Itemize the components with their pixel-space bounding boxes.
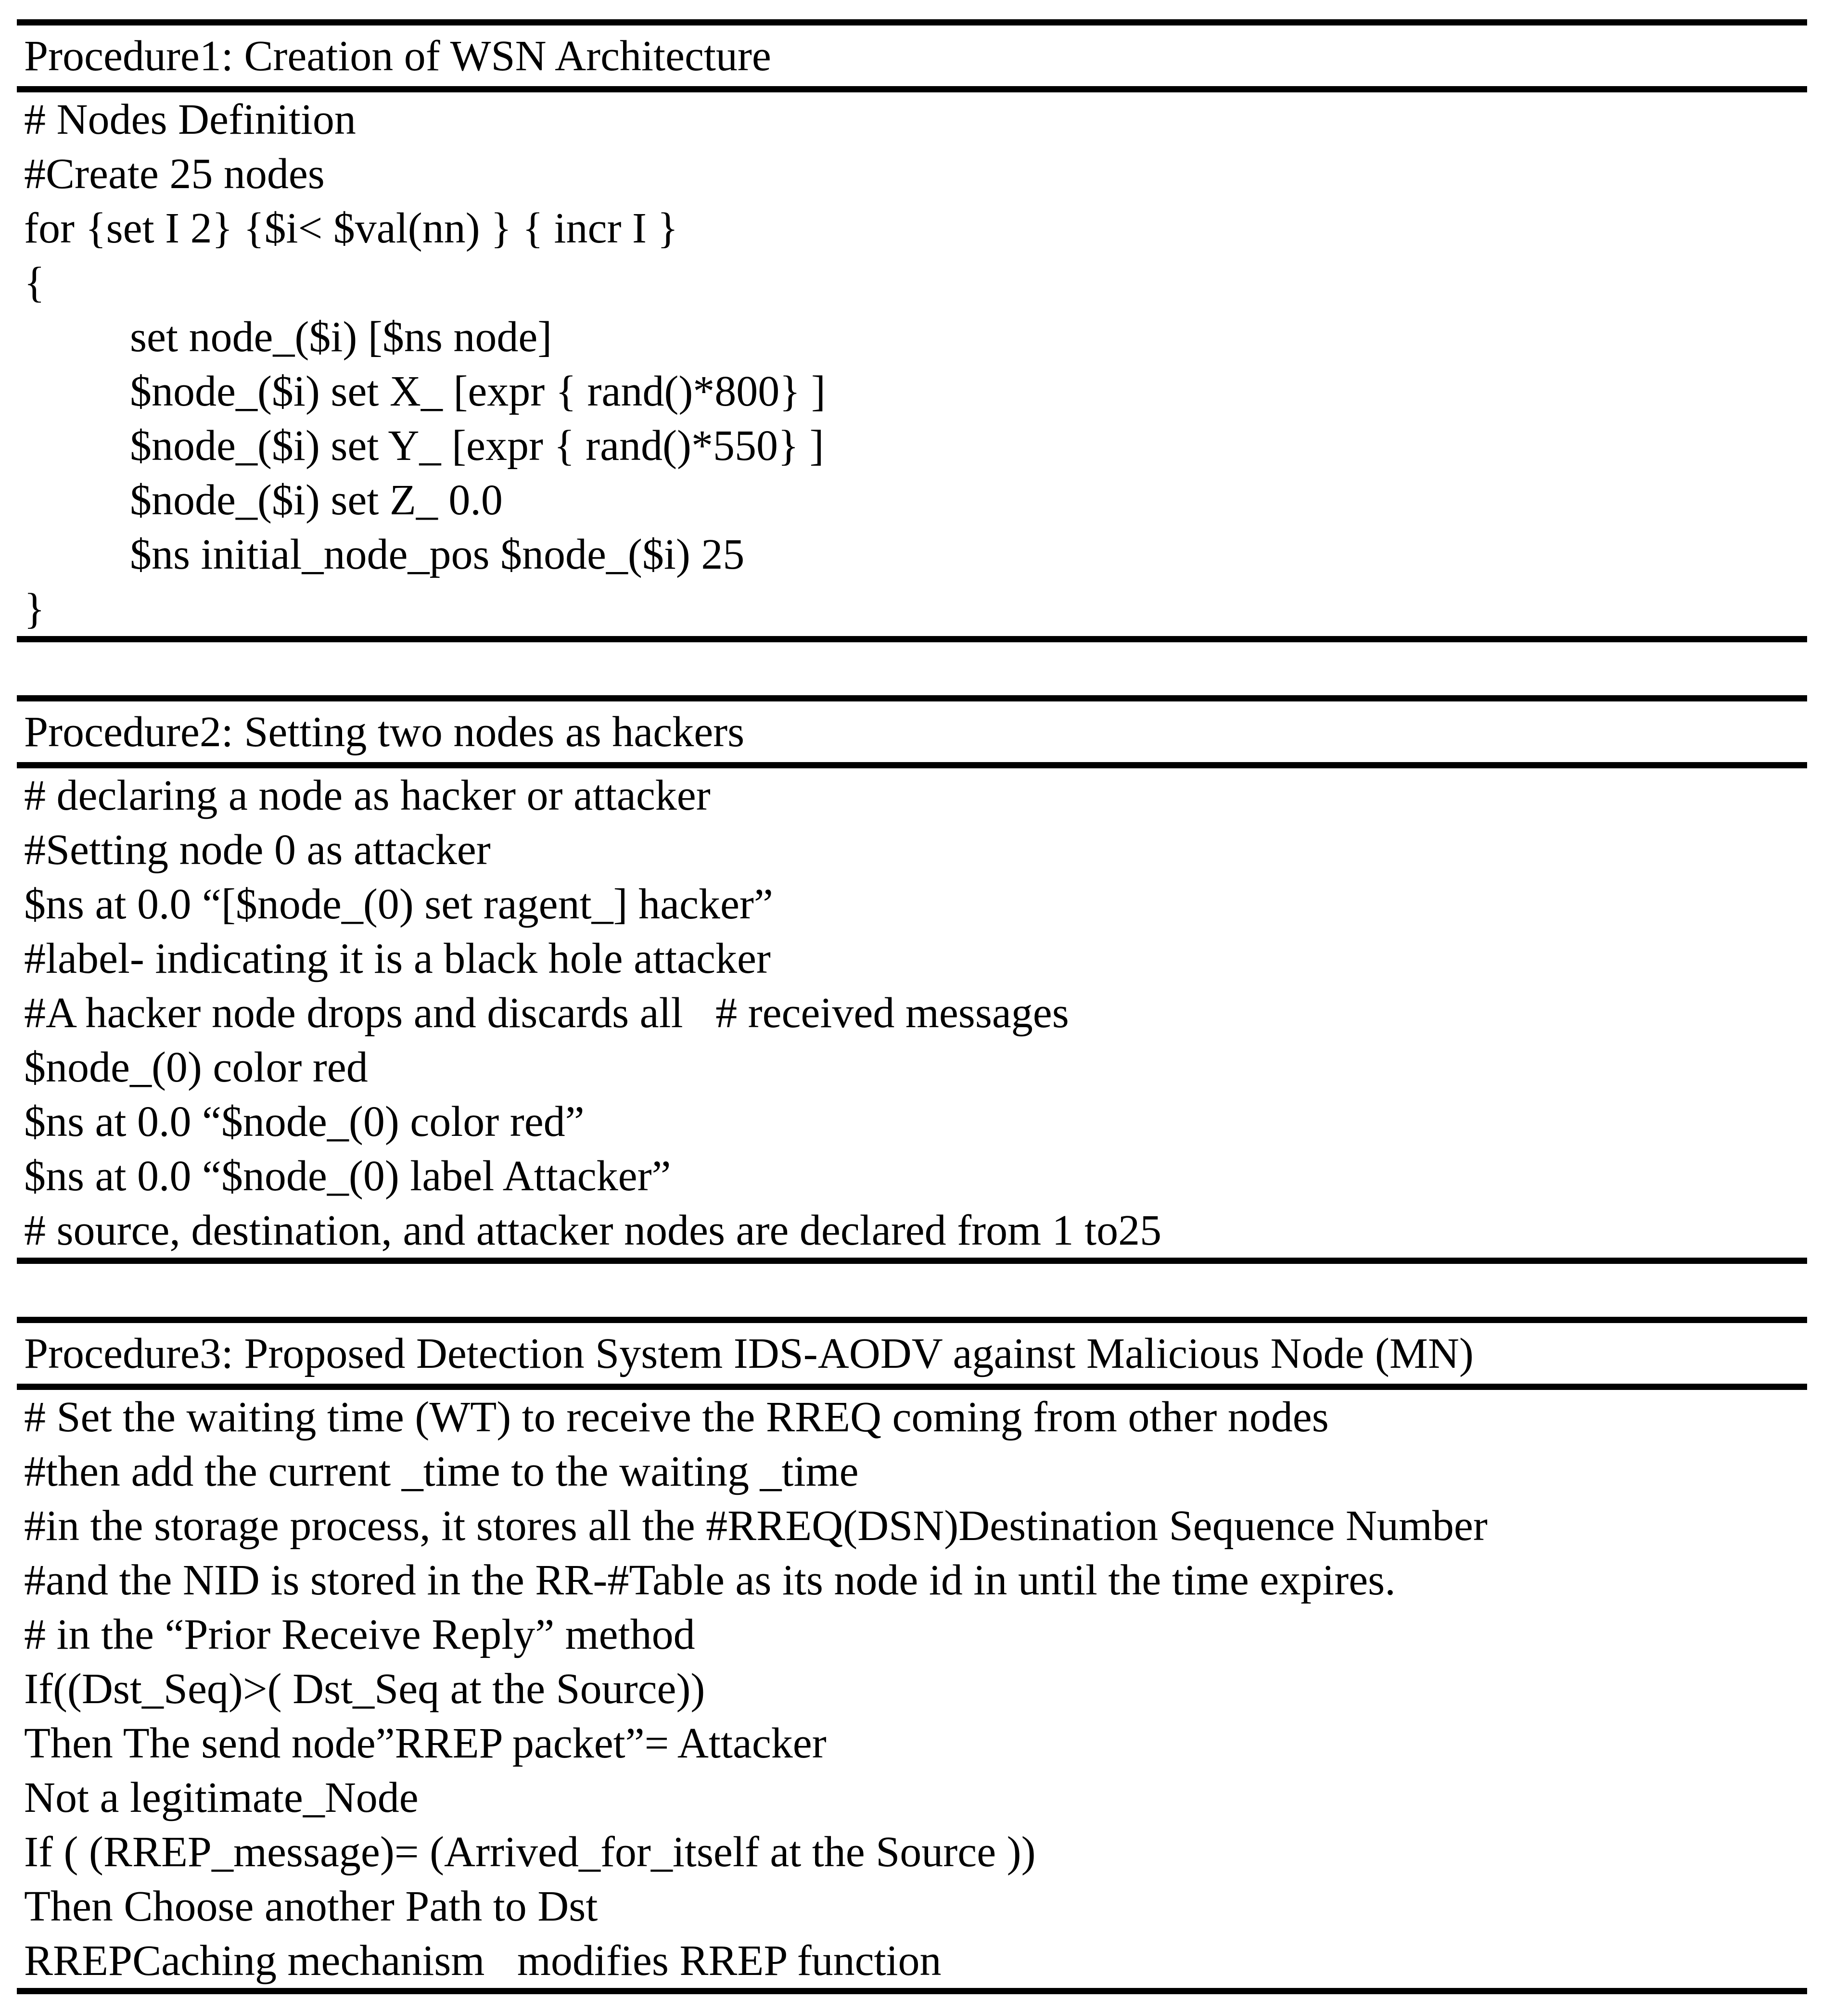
code-line: Then Choose another Path to Dst — [24, 1883, 598, 1930]
code-line: $node_($i) set Y_ [expr { rand()*550} ] — [130, 422, 824, 470]
procedure-title: Procedure2: Setting two nodes as hackers — [24, 708, 745, 756]
code-line: { — [24, 259, 45, 306]
code-line: $node_(0) color red — [24, 1044, 368, 1091]
procedure-body — [0, 1390, 1848, 1988]
code-line: #Create 25 nodes — [24, 150, 325, 198]
code-line: RREPCaching mechanism modifies RREP function — [24, 1937, 942, 1985]
header-separator-rule — [17, 762, 1807, 768]
code-line: set node_($i) [$ns node] — [130, 313, 552, 361]
code-line: #then add the current _time to the waiting _time — [24, 1448, 859, 1495]
code-line: for {set I 2} {$i< $val(nn) } { incr I } — [24, 204, 678, 252]
code-line: # in the “Prior Receive Reply” method — [24, 1611, 695, 1658]
code-line: $node_($i) set Z_ 0.0 — [130, 476, 503, 524]
top-rule — [17, 695, 1807, 701]
top-rule — [17, 19, 1807, 25]
code-line: #in the storage process, it stores all the #RREQ(DSN)Destination Sequence Number — [24, 1502, 1488, 1550]
header-separator-rule — [17, 1384, 1807, 1390]
bottom-rule — [17, 1988, 1807, 1994]
bottom-rule — [17, 1258, 1807, 1264]
header-separator-rule — [17, 86, 1807, 92]
code-line: # Set the waiting time (WT) to receive the RREQ coming from other nodes — [24, 1393, 1329, 1441]
code-line: } — [24, 585, 45, 633]
code-line: # declaring a node as hacker or attacker — [24, 772, 711, 819]
code-line: If((Dst_Seq)>( Dst_Seq at the Source)) — [24, 1665, 705, 1713]
code-line: If ( (RREP_message)= (Arrived_for_itself at the Source )) — [24, 1828, 1036, 1876]
code-line: Then The send node”RREP packet”= Attacker — [24, 1719, 827, 1767]
code-line: #Setting node 0 as attacker — [24, 826, 491, 874]
code-line: $ns initial_node_pos $node_($i) 25 — [130, 531, 745, 578]
procedure-body — [0, 92, 1848, 636]
code-line: # Nodes Definition — [24, 96, 356, 143]
code-line: #label- indicating it is a black hole attacker — [24, 935, 771, 982]
code-line: $ns at 0.0 “[$node_(0) set ragent_] hacker” — [24, 880, 773, 928]
code-line: $ns at 0.0 “$node_(0) color red” — [24, 1098, 585, 1146]
bottom-rule — [17, 636, 1807, 642]
procedure-block-1 — [0, 19, 1848, 642]
code-line: $node_($i) set X_ [expr { rand()*800} ] — [130, 368, 826, 415]
top-rule — [17, 1317, 1807, 1323]
code-line: #and the NID is stored in the RR-#Table as its node id in until the time expires. — [24, 1556, 1396, 1604]
code-line: # source, destination, and attacker nodes are declared from 1 to25 — [24, 1207, 1162, 1254]
code-line: $ns at 0.0 “$node_(0) label Attacker” — [24, 1152, 671, 1200]
procedure-title: Procedure3: Proposed Detection System IDS-AODV against Malicious Node (MN) — [24, 1329, 1474, 1377]
procedure-body — [0, 768, 1848, 1258]
code-line: Not a legitimate_Node — [24, 1774, 419, 1821]
procedure-title: Procedure1: Creation of WSN Architecture — [24, 32, 771, 80]
procedure-block-2 — [0, 695, 1848, 1264]
procedure-block-3 — [0, 1317, 1848, 1994]
code-line: #A hacker node drops and discards all # received messages — [24, 989, 1069, 1037]
